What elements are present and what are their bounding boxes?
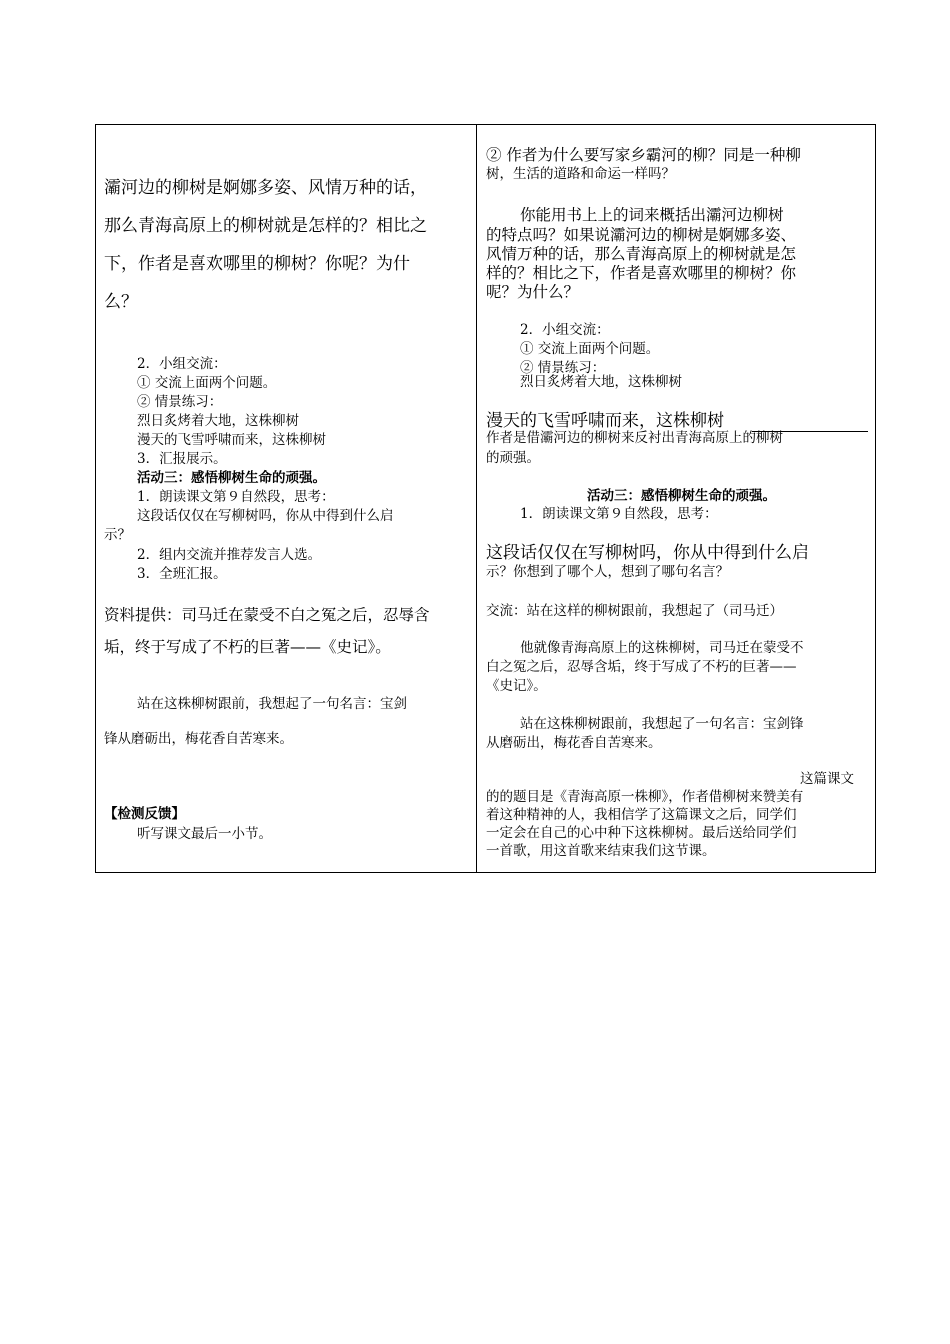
right-closing-line: 着这种精神的人，我相信学了这篇课文之后，同学们 [486, 807, 797, 823]
right-contrast-line: 作者是借灞河边的柳树来反衬出青海高原上的柳树 [486, 430, 783, 446]
right-sima-line: 《史记》。 [486, 678, 547, 694]
right-sima-line: 他就像青海高原上的这株柳树，司马迁在蒙受不 [520, 640, 804, 656]
right-group-title: 2．小组交流： [520, 322, 610, 338]
right-closing-line: 这篇课文 [800, 771, 854, 787]
right-closing-line: 一首歌，用这首歌来结束我们这节课。 [486, 843, 716, 859]
left-question-1: ① 交流上面两个问题。 [137, 375, 277, 391]
right-scene-2: 漫天的飞雪呼啸而来，这株柳树 [486, 411, 724, 431]
left-think-line: 示？ [104, 527, 131, 543]
left-quote-line: 站在这株柳树跟前，我想起了一句名言：宝剑 [137, 696, 407, 712]
right-question-line: ② 作者为什么要写家乡霸河的柳？同是一种柳 [486, 146, 801, 164]
left-quote-line: 锋从磨砺出，梅花香自苦寒来。 [104, 731, 293, 747]
left-feedback-task: 听写课文最后一小节。 [137, 826, 272, 842]
right-summary-line: 的特点吗？如果说灞河边的柳树是婀娜多姿、 [486, 226, 797, 244]
left-report: 3．汇报展示。 [137, 451, 227, 467]
right-scene-1: 烈日炙烤着大地，这株柳树 [520, 374, 682, 390]
right-think-line: 示？你想到了哪个人，想到了哪句名言？ [486, 564, 729, 580]
column-divider [476, 124, 477, 873]
right-read-instruction: 1．朗读课文第９自然段，思考： [520, 506, 718, 522]
right-quote-line: 站在这株柳树跟前，我想起了一句名言：宝剑锋 [520, 716, 804, 732]
right-question-2: ② 情景练习： [520, 360, 606, 376]
right-summary-line: 风情万种的话，那么青海高原上的柳树就是怎 [486, 245, 797, 263]
right-quote-line: 从磨砺出，梅花香自苦寒来。 [486, 735, 662, 751]
left-read-instruction: 1．朗读课文第９自然段，思考： [137, 489, 335, 505]
right-summary-line: 呢？为什么？ [486, 283, 580, 301]
left-paragraph-line: 那么青海高原上的柳树就是怎样的？相比之 [104, 216, 427, 236]
left-group-title: 2．小组交流： [137, 356, 227, 372]
right-exchange: 交流：站在这样的柳树跟前，我想起了（司马迁） [486, 603, 783, 619]
right-sima-line: 白之冤之后，忍辱含垢，终于写成了不朽的巨著—— [486, 659, 797, 675]
left-scene-1: 烈日炙烤着大地，这株柳树 [137, 413, 299, 429]
left-feedback-title: 【检测反馈】 [104, 806, 185, 822]
left-scene-2: 漫天的飞雪呼啸而来，这株柳树 [137, 432, 326, 448]
right-think-line: 这段话仅仅在写柳树吗，你从中得到什么启 [486, 543, 809, 563]
right-activity3-heading: 活动三：感悟柳树生命的顽强。 [587, 488, 776, 504]
left-class-report: 3．全班汇报。 [137, 566, 227, 582]
right-question-line: 树，生活的道路和命运一样吗？ [486, 166, 675, 182]
right-summary-line: 你能用书上上的词来概括出灞河边柳树 [520, 206, 784, 224]
left-paragraph-line: 么？ [104, 292, 138, 312]
right-closing-line: 一定会在自己的心中种下这株柳树。最后送给同学们 [486, 825, 797, 841]
left-paragraph-line: 下，作者是喜欢哪里的柳树？你呢？为什 [104, 254, 410, 274]
left-material-line: 垢，终于写成了不朽的巨著——《史记》。 [104, 638, 391, 656]
left-question-2: ② 情景练习： [137, 394, 223, 410]
right-question-1: ① 交流上面两个问题。 [520, 341, 660, 357]
left-activity3-heading: 活动三：感悟柳树生命的顽强。 [137, 470, 326, 486]
right-closing-line: 的的题目是《青海高原一株柳》，作者借柳树来赞美有 [486, 789, 804, 805]
right-summary-line: 样的？相比之下，作者是喜欢哪里的柳树？你 [486, 264, 797, 282]
left-material-line: 资料提供：司马迁在蒙受不白之冤之后，忍辱含 [104, 606, 430, 624]
right-contrast-line: 的顽强。 [486, 450, 540, 466]
left-think-line: 这段话仅仅在写柳树吗，你从中得到什么启 [137, 508, 394, 524]
left-paragraph-line: 灞河边的柳树是婀娜多姿、风情万种的话， [104, 178, 427, 198]
left-discuss: 2．组内交流并推荐发言人选。 [137, 547, 322, 563]
